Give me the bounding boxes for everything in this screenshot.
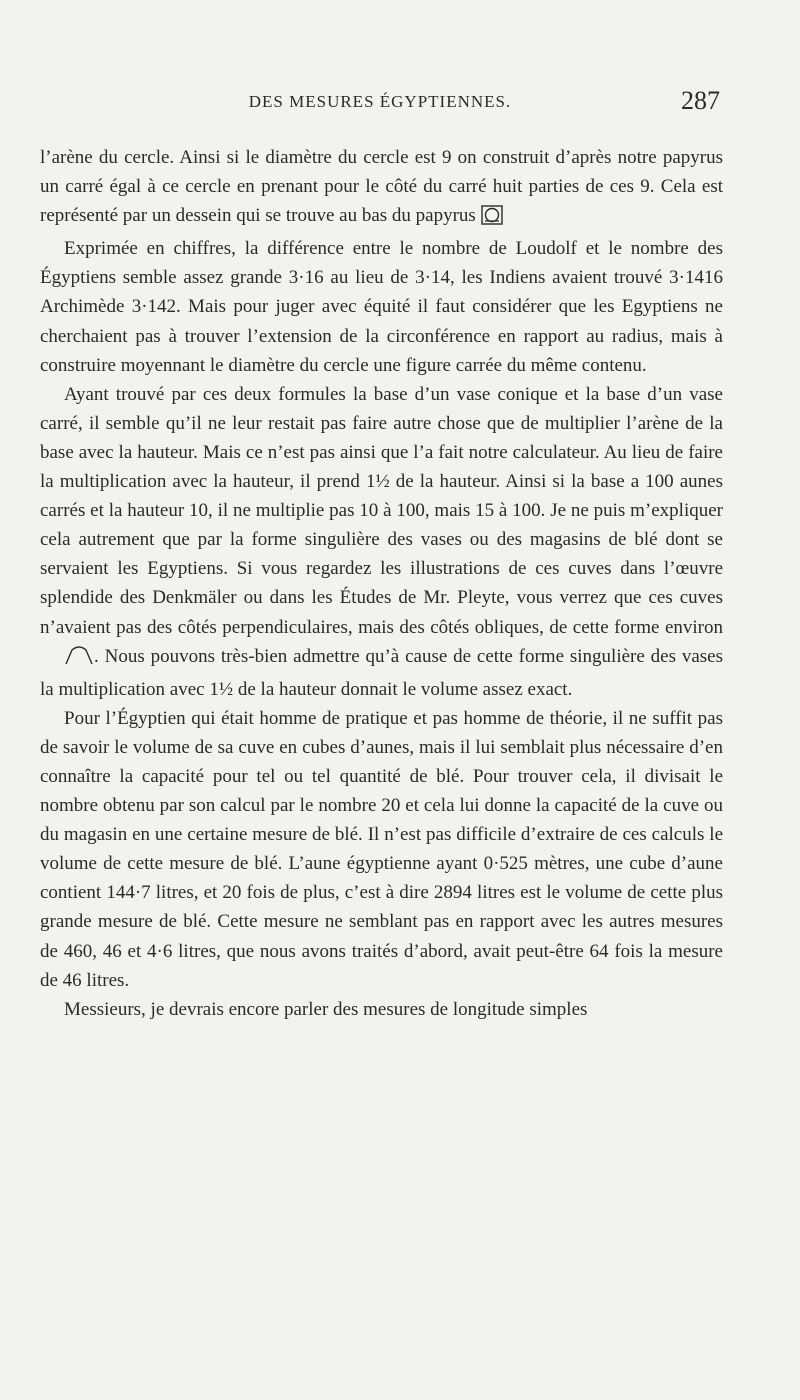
circle-in-square-icon <box>481 205 503 234</box>
paragraph-5-text: Messieurs, je devrais encore parler des mesures de longitude simples <box>64 998 588 1020</box>
body-text <box>40 143 723 1024</box>
paragraph-1 <box>40 143 723 234</box>
page-header <box>40 86 720 116</box>
paragraph-4 <box>40 704 723 995</box>
paragraph-2-text: Exprimée en chiffres, la différence entre le nombre de Loudolf et le nombre des Égyptiens semble assez grande 3·16 au lieu de 3·14, les Indiens avaient trouvé 3·1416 Archimède 3·142. Mais pour juger avec équité il faut considérer que les Egyptiens ne cherchaient pas à trouver l’extension de la circonférence en rapport au radius, mais à construire moyennant le diamètre du cercle une figure carrée du même contenu. <box>40 238 723 376</box>
paragraph-3 <box>40 380 723 704</box>
paragraph-3-text-before: Ayant trouvé par ces deux formules la base d’un vase conique et la base d’un vase carré, il semble qu’il ne leur restait pas faire autre chose que de multiplier l’arène de la base avec la hauteur. Mais ce n’est pas ainsi que l’a fait notre calculateur. Au lieu de faire la multiplication avec la hauteur, il prend 1½ de la hauteur. Ainsi si la base a 100 aunes carrés et la hauteur 10, il ne multiplie pas 10 à 100, mais 15 à 100. Je ne puis m’expliquer cela autrement que par la forme singulière des vases ou des magasins de blé dont se servaient les Egyptiens. Si vous regardez les illustrations de ces cuves dans l’œuvre splendide des Denkmäler ou dans les Études de Mr. Pleyte, vous verrez que ces cuves n’avaient pas des côtés perpendiculaires, mais des côtés obliques, de cette forme environ <box>40 383 723 638</box>
page-number: 287 <box>681 86 720 115</box>
paragraph-4-text: Pour l’Égyptien qui était homme de pratique et pas homme de théorie, il ne suffit pas de savoir le volume de sa cuve en cubes d’aunes, mais il lui semblait plus nécessaire d’en connaître la capacité pour tel ou tel quantité de blé. Pour trouver cela, il divisait le nombre obtenu par son calcul par le nombre 20 et cela lui donne la capacité de la cuve ou du magasin en une certaine mesure de blé. Il n’est pas difficile d’extraire de ces calculs le volume de cette mesure de blé. L’aune égyptienne ayant 0·525 mètres, une cube d’aune contient 144·7 litres, et 20 fois de plus, c’est à dire 2894 litres est le volume de cette plus grande mesure de blé. Cette mesure ne semblant pas en rapport avec les autres mesures de 460, 46 et 4·6 litres, que nous avons traités d’abord, avait peut-être 64 fois la mesure de 46 litres. <box>40 707 723 991</box>
paragraph-2 <box>40 234 723 379</box>
paragraph-1-text: l’arène du cercle. Ainsi si le diamètre du cercle est 9 on construit d’après notre papyrus un carré égal à ce cercle en prenant pour le côté du carré huit parties de ces 9. Cela est représenté par un dessein qui se trouve au bas du papyrus <box>40 147 723 227</box>
dome-shape-icon <box>40 644 94 675</box>
running-title: DES MESURES ÉGYPTIENNES. <box>248 92 512 111</box>
paragraph-3-text-after: . Nous pouvons très-bien admettre qu’à cause de cette forme singulière des vases la multiplication avec 1½ de la hauteur donnait le volume assez exact. <box>40 645 723 700</box>
paragraph-5 <box>40 995 723 1024</box>
